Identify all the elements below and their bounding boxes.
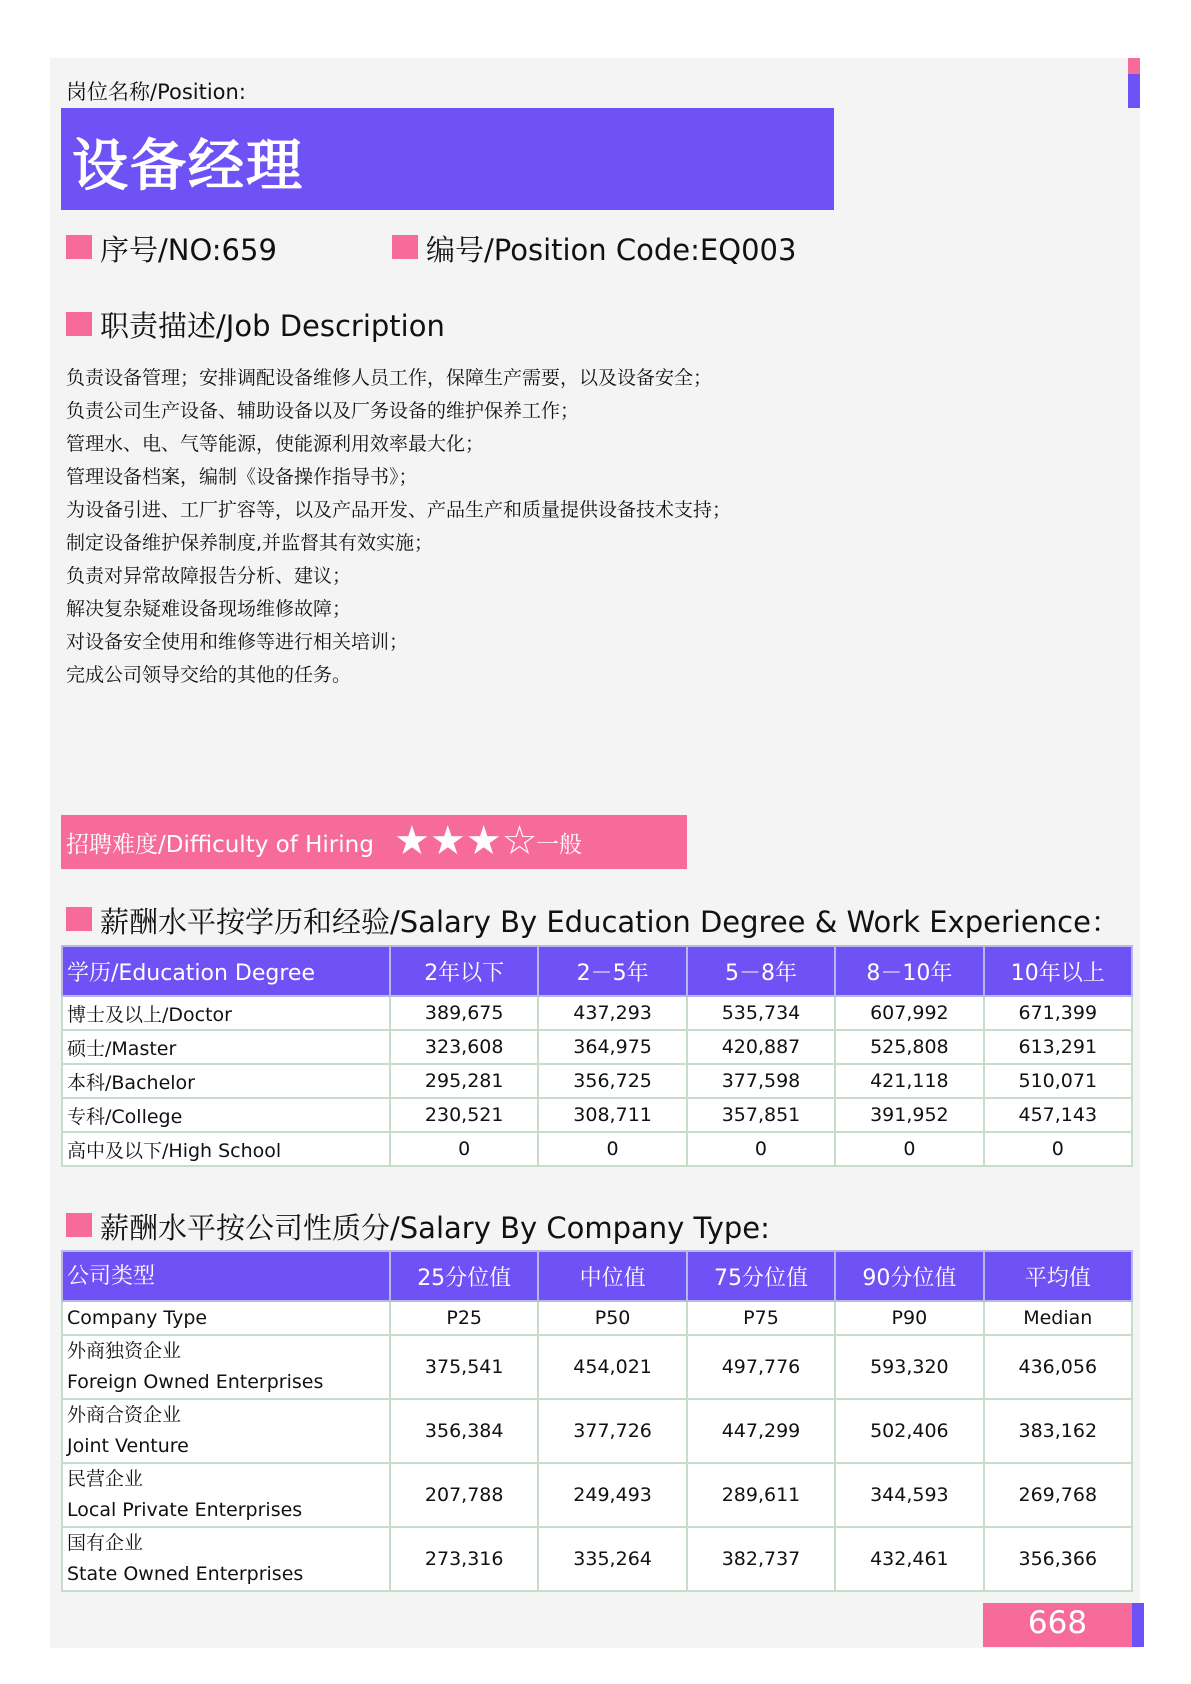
- table-cell: 502,406: [835, 1399, 983, 1463]
- table-cell: 357,851: [687, 1098, 835, 1132]
- position-number: 序号/NO:659: [100, 233, 277, 267]
- salary-company-heading: 薪酬水平按公司性质分/Salary By Company Type:: [100, 1211, 770, 1245]
- row-label: [62, 1527, 390, 1591]
- column-header: 25分位值: [390, 1251, 538, 1301]
- table-cell: 671,399: [984, 996, 1132, 1030]
- table-row: [62, 1098, 1132, 1132]
- table-cell: 391,952: [835, 1098, 983, 1132]
- table-cell: 389,675: [390, 996, 538, 1030]
- description-line: 为设备引进、工厂扩容等，以及产品开发、产品生产和质量提供设备技术支持；: [66, 499, 732, 521]
- description-line: 完成公司领导交给的其他的任务。: [66, 664, 352, 686]
- table-header-row: [62, 1251, 1132, 1301]
- table-cell: 447,299: [687, 1399, 835, 1463]
- row-label: 高中及以下/High School: [62, 1132, 390, 1166]
- star-rating-icon: ★★★☆: [394, 818, 538, 864]
- column-header: 75分位值: [687, 1251, 835, 1301]
- table-cell: 230,521: [390, 1098, 538, 1132]
- bullet-square-icon: [392, 235, 418, 259]
- table-cell: 454,021: [538, 1335, 686, 1399]
- table-cell: 593,320: [835, 1335, 983, 1399]
- table-cell: 249,493: [538, 1463, 686, 1527]
- table-cell: 525,808: [835, 1030, 983, 1064]
- job-description-heading: 职责描述/Job Description: [100, 309, 445, 343]
- row-label-cn: 民营企业: [67, 1468, 144, 1490]
- table-cell: 497,776: [687, 1335, 835, 1399]
- row-label-cn: 国有企业: [67, 1532, 144, 1554]
- subheader-cell: P90: [835, 1301, 983, 1335]
- description-line: 对设备安全使用和维修等进行相关培训；: [66, 631, 409, 653]
- subheader-cell: Company Type: [62, 1301, 390, 1335]
- salary-company-table: [61, 1250, 1133, 1592]
- description-line: 制定设备维护保养制度,并监督其有效实施；: [66, 532, 434, 554]
- job-description-list: [66, 362, 731, 692]
- table-subheader-row: [62, 1301, 1132, 1335]
- table-cell: 0: [390, 1132, 538, 1166]
- description-line: 负责对异常故障报告分析、建议；: [66, 565, 352, 587]
- table-cell: 420,887: [687, 1030, 835, 1064]
- table-cell: 535,734: [687, 996, 835, 1030]
- table-cell: 421,118: [835, 1064, 983, 1098]
- bullet-square-icon: [66, 312, 92, 336]
- column-header: 学历/Education Degree: [62, 946, 390, 996]
- subheader-cell: P75: [687, 1301, 835, 1335]
- table-row: [62, 1399, 1132, 1463]
- row-label-en: Local Private Enterprises: [67, 1499, 303, 1521]
- table-cell: 613,291: [984, 1030, 1132, 1064]
- table-row: [62, 1527, 1132, 1591]
- table-cell: 356,725: [538, 1064, 686, 1098]
- table-cell: 0: [538, 1132, 686, 1166]
- description-line: 负责设备管理；安排调配设备维修人员工作，保障生产需要，以及设备安全；: [66, 367, 713, 389]
- column-header: 8－10年: [835, 946, 983, 996]
- table-cell: 377,726: [538, 1399, 686, 1463]
- table-cell: 356,384: [390, 1399, 538, 1463]
- page-number-decoration: [1132, 1603, 1144, 1647]
- table-row: [62, 1030, 1132, 1064]
- hiring-difficulty-label: 招聘难度/Difficulty of Hiring: [66, 832, 374, 858]
- table-cell: 0: [984, 1132, 1132, 1166]
- column-header: 10年以上: [984, 946, 1132, 996]
- description-line: 管理设备档案，编制《设备操作指导书》；: [66, 466, 418, 488]
- position-code: 编号/Position Code:EQ003: [426, 233, 797, 267]
- table-cell: 437,293: [538, 996, 686, 1030]
- table-cell: 207,788: [390, 1463, 538, 1527]
- page-title: 设备经理: [72, 134, 304, 199]
- column-header: 5－8年: [687, 946, 835, 996]
- table-row: [62, 1335, 1132, 1399]
- bullet-square-icon: [66, 235, 92, 259]
- corner-decoration-pink: [1128, 58, 1140, 74]
- row-label: [62, 1399, 390, 1463]
- table-cell: 457,143: [984, 1098, 1132, 1132]
- table-cell: 289,611: [687, 1463, 835, 1527]
- subheader-cell: Median: [984, 1301, 1132, 1335]
- salary-education-table: [61, 945, 1133, 1167]
- table-cell: 356,366: [984, 1527, 1132, 1591]
- row-label-en: State Owned Enterprises: [67, 1563, 304, 1585]
- hiring-difficulty-level: 一般: [536, 832, 582, 858]
- row-label: 硕士/Master: [62, 1030, 390, 1064]
- table-cell: 0: [835, 1132, 983, 1166]
- table-cell: 273,316: [390, 1527, 538, 1591]
- table-cell: 436,056: [984, 1335, 1132, 1399]
- table-cell: 364,975: [538, 1030, 686, 1064]
- salary-education-heading: 薪酬水平按学历和经验/Salary By Education Degree & Work Experience：: [100, 905, 1120, 939]
- table-cell: 0: [687, 1132, 835, 1166]
- description-line: 解决复杂疑难设备现场维修故障；: [66, 598, 352, 620]
- table-header-row: [62, 946, 1132, 996]
- table-cell: 295,281: [390, 1064, 538, 1098]
- row-label-en: Joint Venture: [67, 1435, 189, 1457]
- subheader-cell: P50: [538, 1301, 686, 1335]
- table-cell: 383,162: [984, 1399, 1132, 1463]
- row-label-cn: 外商合资企业: [67, 1404, 182, 1426]
- page-number: 668: [1027, 1605, 1088, 1641]
- description-line: 负责公司生产设备、辅助设备以及厂务设备的维护保养工作；: [66, 400, 580, 422]
- table-row: [62, 1064, 1132, 1098]
- bullet-square-icon: [66, 907, 92, 931]
- table-cell: 269,768: [984, 1463, 1132, 1527]
- table-cell: 510,071: [984, 1064, 1132, 1098]
- table-cell: 432,461: [835, 1527, 983, 1591]
- table-cell: 375,541: [390, 1335, 538, 1399]
- column-header: 90分位值: [835, 1251, 983, 1301]
- description-line: 管理水、电、气等能源，使能源利用效率最大化；: [66, 433, 485, 455]
- table-cell: 377,598: [687, 1064, 835, 1098]
- table-row: [62, 1132, 1132, 1166]
- row-label: 博士及以上/Doctor: [62, 996, 390, 1030]
- column-header: 2－5年: [538, 946, 686, 996]
- row-label: [62, 1463, 390, 1527]
- position-label: 岗位名称/Position:: [66, 80, 246, 104]
- row-label-en: Foreign Owned Enterprises: [67, 1371, 324, 1393]
- row-label: [62, 1335, 390, 1399]
- row-label: 本科/Bachelor: [62, 1064, 390, 1098]
- subheader-cell: P25: [390, 1301, 538, 1335]
- table-row: [62, 1463, 1132, 1527]
- table-cell: 308,711: [538, 1098, 686, 1132]
- row-label-cn: 外商独资企业: [67, 1340, 182, 1362]
- column-header: 平均值: [984, 1251, 1132, 1301]
- column-header: 公司类型: [62, 1251, 390, 1301]
- table-cell: 335,264: [538, 1527, 686, 1591]
- table-cell: 323,608: [390, 1030, 538, 1064]
- bullet-square-icon: [66, 1213, 92, 1237]
- corner-decoration-purple: [1128, 74, 1140, 108]
- row-label: 专科/College: [62, 1098, 390, 1132]
- table-cell: 344,593: [835, 1463, 983, 1527]
- column-header: 中位值: [538, 1251, 686, 1301]
- table-cell: 382,737: [687, 1527, 835, 1591]
- table-row: [62, 996, 1132, 1030]
- column-header: 2年以下: [390, 946, 538, 996]
- table-cell: 607,992: [835, 996, 983, 1030]
